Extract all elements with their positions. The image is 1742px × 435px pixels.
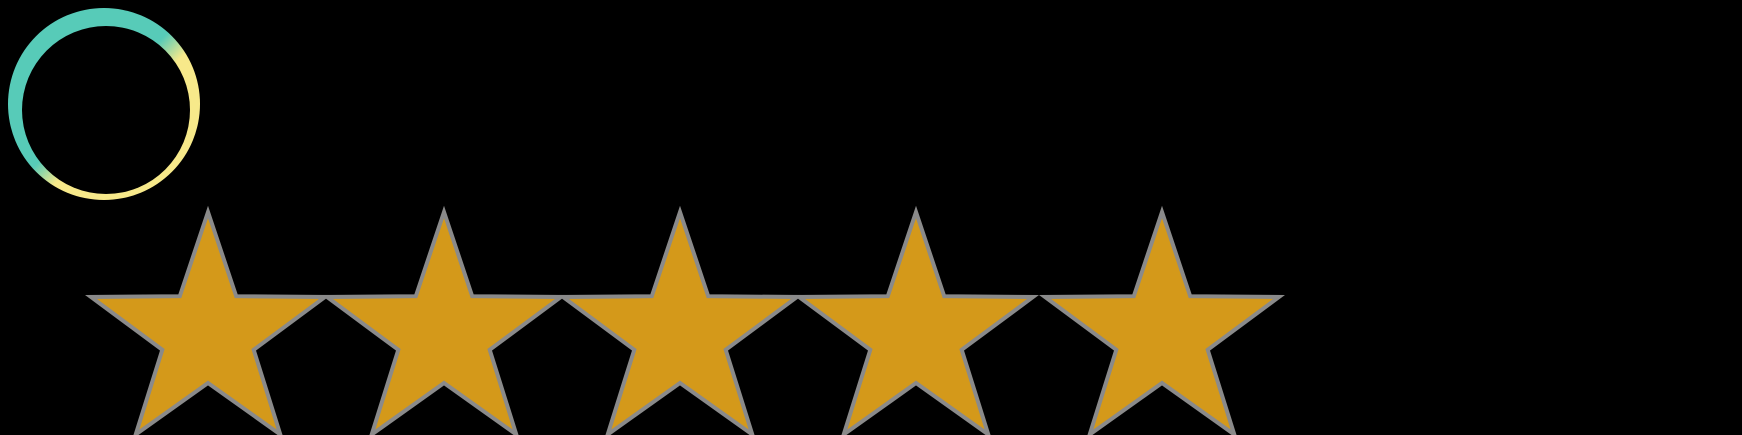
star-icon-2 bbox=[327, 212, 561, 435]
star-icon-3 bbox=[563, 212, 797, 435]
star-group bbox=[91, 212, 1279, 435]
star-icon-5 bbox=[1045, 212, 1279, 435]
star-icon-4 bbox=[799, 212, 1033, 435]
star-icon-1 bbox=[91, 212, 325, 435]
